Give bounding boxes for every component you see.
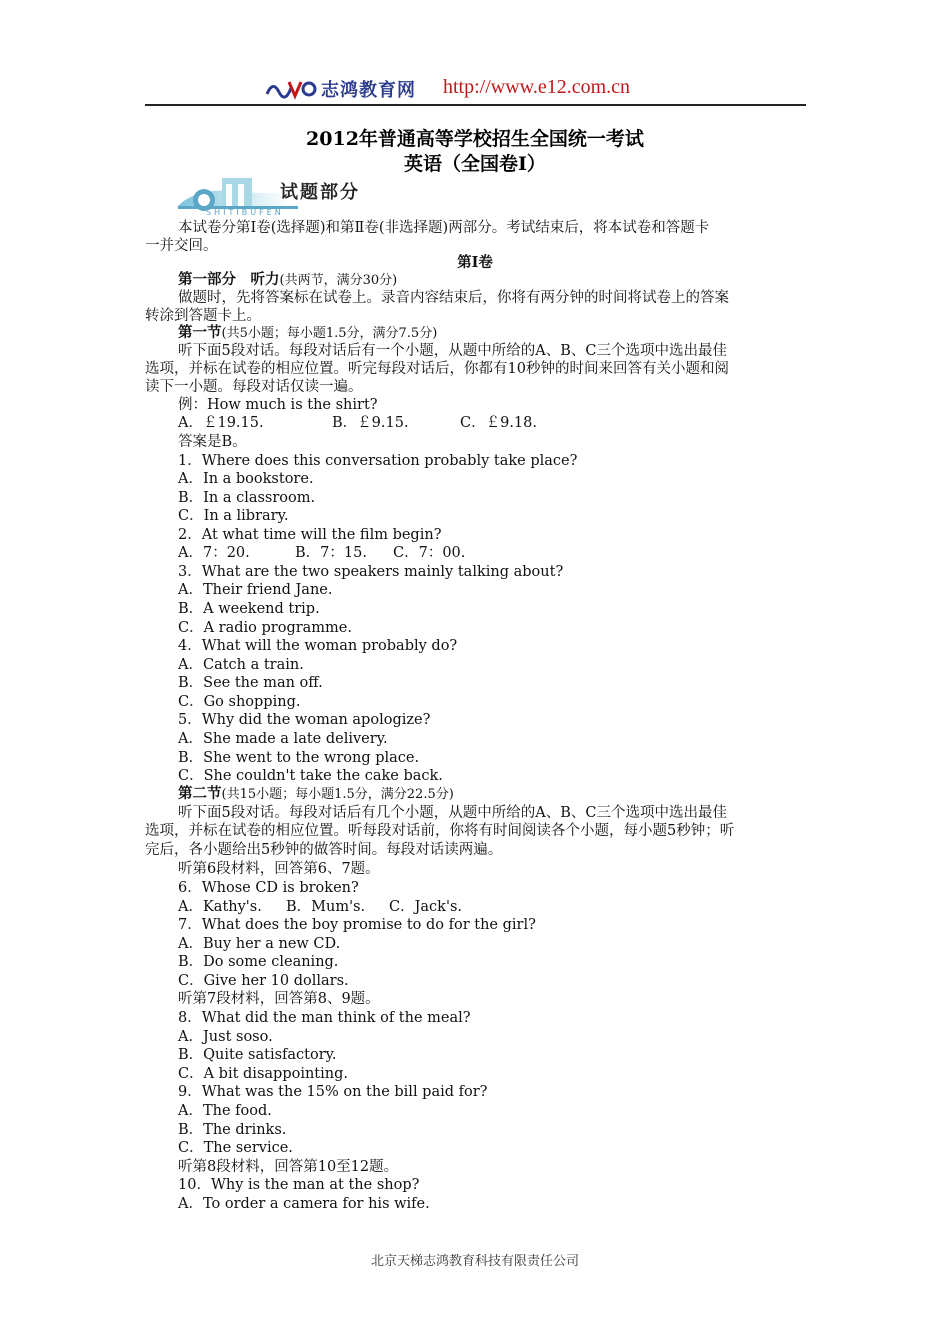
q6-option-c: C．Jack's. xyxy=(389,899,462,915)
section1-desc: 选项，并标在试卷的相应位置。听完每段对话后，你都有10秒钟的时间来回答有关小题和阅 xyxy=(145,361,729,377)
list-item: A．To order a camera for his wife. xyxy=(178,1196,430,1212)
banner-label: 试题部分 xyxy=(280,182,360,203)
list-item: 1．Where does this conversation probably take place? xyxy=(178,453,578,469)
section2-heading xyxy=(178,785,454,804)
list-item: C．In a library. xyxy=(178,508,289,524)
q2-option-a: A．7：20. xyxy=(178,545,250,561)
section1-note: (共5小题；每小题1.5分，满分7.5分) xyxy=(221,326,438,341)
volume-heading: 第Ⅰ卷 xyxy=(457,254,493,271)
list-item: C．Give her 10 dollars. xyxy=(178,973,349,989)
section2-desc: 听下面5段对话。每段对话后有几个小题，从题中所给的A、B、C三个选项中选出最佳 xyxy=(178,805,727,821)
part1-heading xyxy=(178,271,397,290)
example-option-b: B．￡9.15. xyxy=(332,415,409,431)
section1-desc: 读下一小题。每段对话仅读一遍。 xyxy=(145,379,363,395)
section1-desc: 听下面5段对话。每段对话后有一个小题，从题中所给的A、B、C三个选项中选出最佳 xyxy=(178,343,727,359)
list-item: C．She couldn't take the cake back. xyxy=(178,768,443,784)
list-item: A．In a bookstore. xyxy=(178,471,314,487)
list-item: C．A radio programme. xyxy=(178,620,352,636)
part1-note: (共两节，满分30分) xyxy=(279,273,398,288)
list-item: B．A weekend trip. xyxy=(178,601,320,617)
list-item: 3．What are the two speakers mainly talking about? xyxy=(178,564,564,580)
site-url-link[interactable]: http://www.e12.com.cn xyxy=(443,76,631,98)
section2-desc: 选项，并标在试卷的相应位置。听每段对话前，你将有时间阅读各个小题，每小题5秒钟；听 xyxy=(145,823,735,839)
list-item: 8．What did the man think of the meal? xyxy=(178,1010,471,1026)
material-6-instruction: 听第6段材料，回答第6、7题。 xyxy=(178,861,380,877)
list-item: C．Go shopping. xyxy=(178,694,301,710)
site-logo[interactable] xyxy=(265,74,435,102)
section2-desc: 完后，各小题给出5秒钟的做答时间。每段对话读两遍。 xyxy=(145,842,503,858)
section2-note: (共15小题；每小题1.5分，满分22.5分) xyxy=(221,787,454,802)
example-answer: 答案是B。 xyxy=(178,434,247,450)
part1-desc: 做题时，先将答案标在试卷上。录音内容结束后，你将有两分钟的时间将试卷上的答案 xyxy=(178,290,729,306)
exam-title: 2012年普通高等学校招生全国统一考试 xyxy=(306,128,644,150)
list-item: 听第8段材料，回答第10至12题。 xyxy=(178,1159,399,1175)
q6-options xyxy=(178,898,462,916)
list-item: 6．Whose CD is broken? xyxy=(178,880,359,896)
example-option-a: A．￡19.15. xyxy=(178,415,264,431)
example-options xyxy=(178,414,537,432)
list-item: B．Do some cleaning. xyxy=(178,954,339,970)
section1-heading xyxy=(178,324,437,343)
list-item: A．She made a late delivery. xyxy=(178,731,388,747)
intro-line: 本试卷分第Ⅰ卷(选择题)和第Ⅱ卷(非选择题)两部分。考试结束后，将本试卷和答题卡 xyxy=(178,220,710,236)
list-item: B．The drinks. xyxy=(178,1122,287,1138)
section1-title: 第一节 xyxy=(178,324,222,341)
banner-pinyin: SHITIBUFEN xyxy=(206,208,284,217)
example-question: 例：How much is the shirt? xyxy=(178,397,378,413)
list-item: C．The service. xyxy=(178,1140,293,1156)
list-item: A．Catch a train. xyxy=(178,657,304,673)
page-header xyxy=(145,68,806,108)
list-item: 7．What does the boy promise to do for the girl? xyxy=(178,917,536,933)
section-banner xyxy=(178,172,398,220)
intro-line: 一并交回。 xyxy=(145,238,218,254)
header-divider xyxy=(145,104,806,106)
q2-option-b: B．7：15. xyxy=(295,545,367,561)
list-item: B．She went to the wrong place. xyxy=(178,750,420,766)
q6-option-b: B．Mum's. xyxy=(286,899,366,915)
page-footer: 北京天梯志鸿教育科技有限责任公司 xyxy=(370,1254,579,1269)
part1-title: 第一部分 听力 xyxy=(178,271,280,288)
example-option-c: C．￡9.18. xyxy=(460,415,537,431)
list-item: 听第7段材料，回答第8、9题。 xyxy=(178,991,380,1007)
list-item: 2．At what time will the film begin? xyxy=(178,527,442,543)
q2-options xyxy=(178,544,465,562)
q2-option-c: C．7：00. xyxy=(393,545,466,561)
list-item: 5．Why did the woman apologize? xyxy=(178,712,431,728)
list-item: A．Buy her a new CD. xyxy=(178,936,341,952)
list-item: 9．What was the 15% on the bill paid for? xyxy=(178,1084,488,1100)
list-item: A．Just soso. xyxy=(178,1029,273,1045)
list-item: 10．Why is the man at the shop? xyxy=(178,1177,420,1193)
list-item: B．In a classroom. xyxy=(178,490,316,506)
list-item: 4．What will the woman probably do? xyxy=(178,638,458,654)
list-item: C．A bit disappointing. xyxy=(178,1066,348,1082)
q6-option-a: A．Kathy's. xyxy=(178,899,262,915)
list-item: A．Their friend Jane. xyxy=(178,582,333,598)
part1-desc: 转涂到答题卡上。 xyxy=(145,308,261,324)
section2-title: 第二节 xyxy=(178,785,222,802)
list-item: A．The food. xyxy=(178,1103,272,1119)
list-item: B．Quite satisfactory. xyxy=(178,1047,337,1063)
logo-swoosh-icon xyxy=(265,74,319,102)
exam-subtitle: 英语（全国卷Ⅰ） xyxy=(404,153,546,175)
list-item: B．See the man off. xyxy=(178,675,323,691)
logo-text: 志鸿教育网 xyxy=(321,80,416,101)
